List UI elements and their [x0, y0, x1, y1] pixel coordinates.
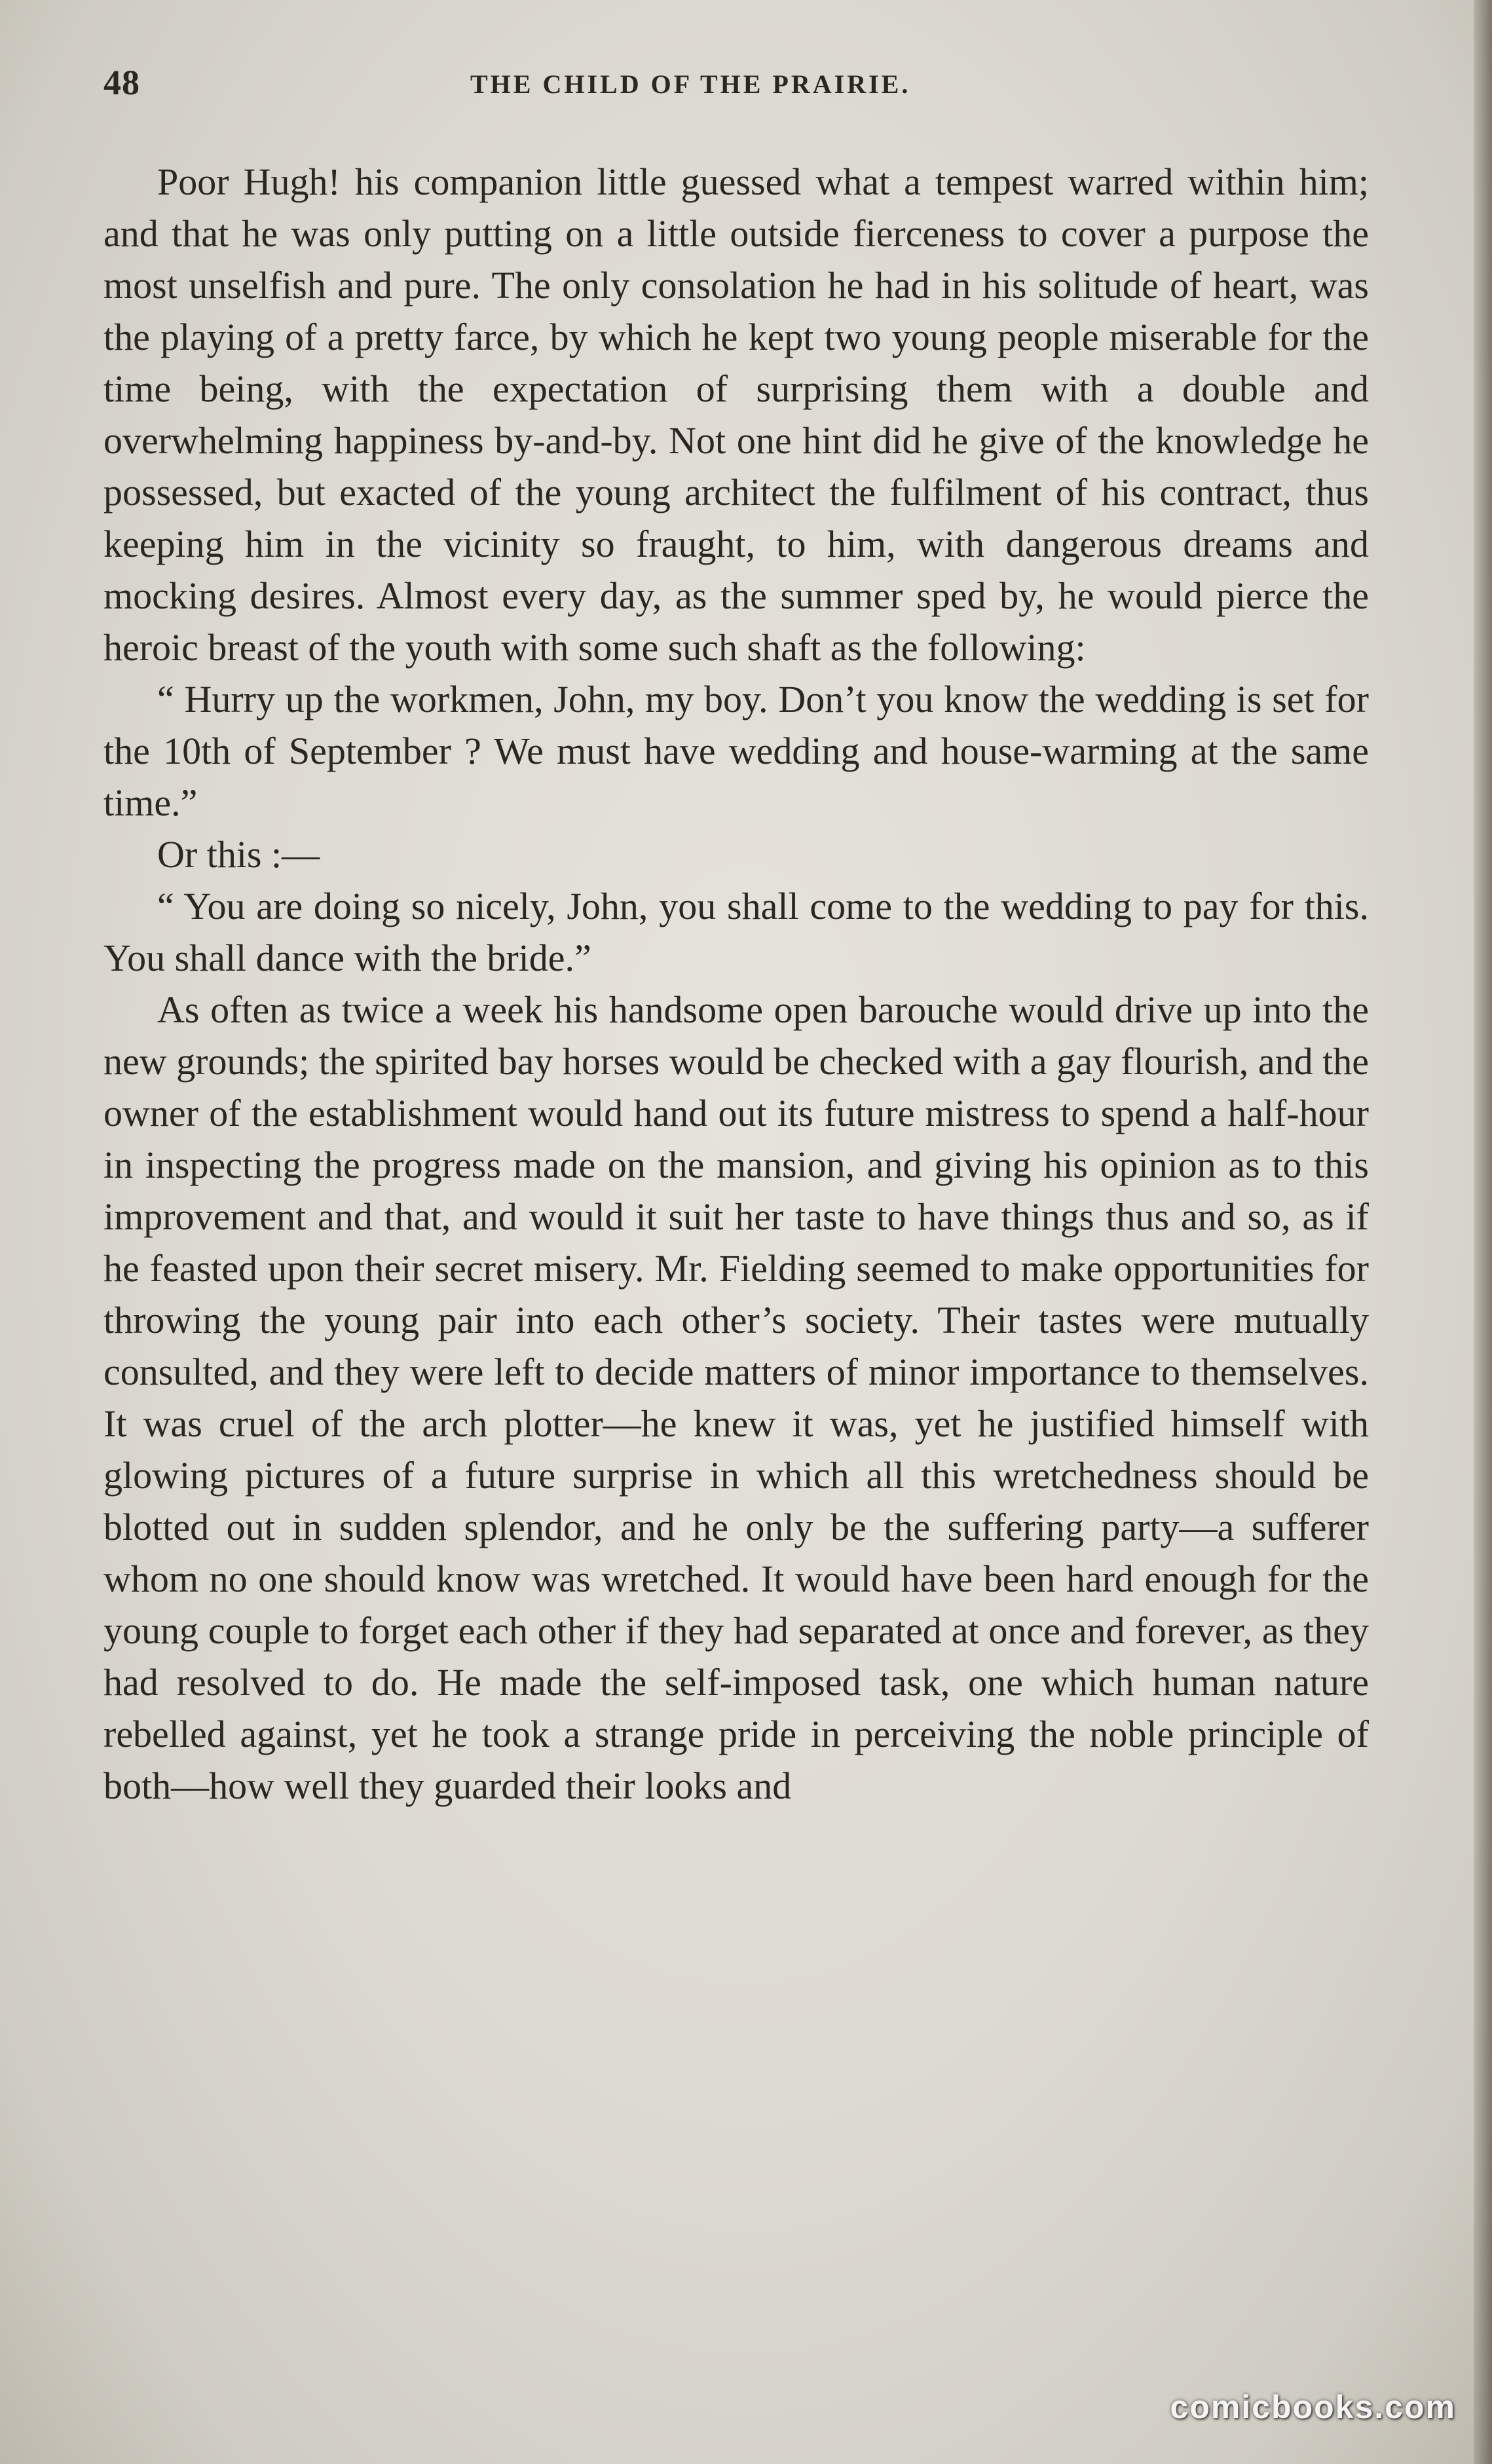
paragraph: Poor Hugh! his companion little guessed what a tempest warred within him; and that he was only putting on a little outside fierceness to cover a purpose the most unselfish and pure. The only consolation he had in his solitude of heart, was the playing of a pretty farce, by which he kept two young people miserable for the time being, with the expectation of surprising them with a double and overwhelming happiness by-and-by. Not one hint did he give of the knowledge he possessed, but exacted of the young architect the fulfilment of his contract, thus keeping him in the vicinity so fraught, to him, with dangerous dreams and mocking desires. Almost every day, as the summer sped by, he would pierce the heroic breast of the youth with some such shaft as the following:	[103, 160, 1369, 669]
watermark: comicbooks.com	[1170, 2389, 1456, 2425]
page-number: 48	[103, 63, 140, 102]
page-header	[103, 62, 1381, 115]
paragraph: Or this :—	[157, 833, 320, 876]
paragraph: As often as twice a week his handsome open barouche would drive up into the new grounds; the spirited bay horses would be checked with a gay flourish, and the owner of the establishment would hand out its future mistress to spend a half-hour in inspecting the progress made on the mansion, and giving his opinion as to this improvement and that, and would it suit her taste to have things thus and so, as if he feasted upon their secret misery. Mr. Fielding seemed to make opportunities for throwing the young pair into each other’s society. Their tastes were mutually consulted, and they were left to decide matters of minor importance to themselves. It was cruel of the arch plotter—he knew it was, yet he justified himself with glowing pictures of a future surprise in which all this wretchedness should be blotted out in sudden splendor, and he only be the suffering party—a sufferer whom no one should know was wretched. It would have been hard enough for the young couple to forget each other if they had separated at once and forever, as they had resolved to do. He made the self-imposed task, one which human nature rebelled against, yet he took a strange pride in perceiving the noble principle of both—how well they guarded their looks and	[103, 988, 1369, 1807]
body-text	[103, 156, 1369, 1812]
paragraph: “ Hurry up the workmen, John, my boy. Don’t you know the wedding is set for the 10th of September ? We must have wedding and house-warming at the same time.”	[103, 678, 1369, 824]
paragraph: “ You are doing so nicely, John, you shall come to the wedding to pay for this. You shall dance with the bride.”	[103, 885, 1369, 979]
running-head: THE CHILD OF THE PRAIRIE.	[470, 69, 911, 99]
page-edge-shadow	[1474, 0, 1492, 2464]
